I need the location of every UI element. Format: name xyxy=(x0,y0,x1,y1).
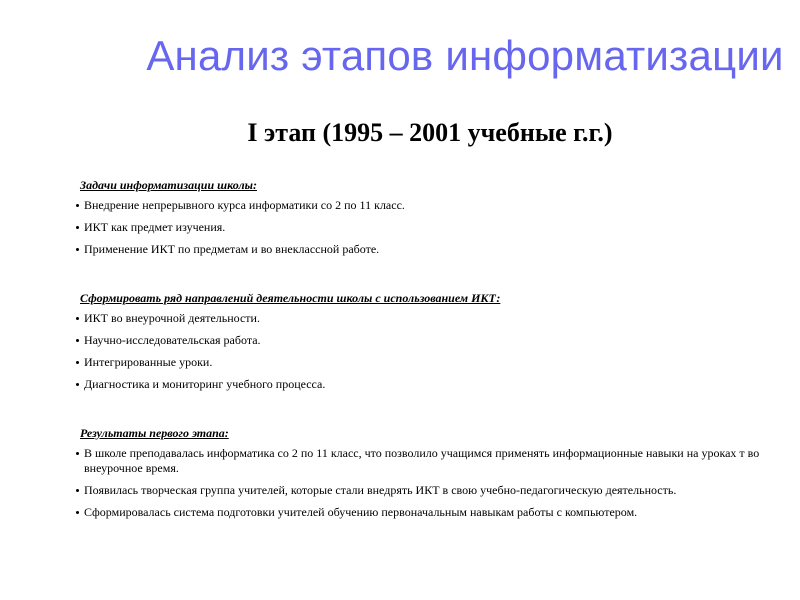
list-item-text: Применение ИКТ по предметам и во внеклассной работе. xyxy=(84,242,380,256)
list-item xyxy=(58,355,778,370)
list-item-text: Научно-исследовательская работа. xyxy=(84,333,261,347)
list-item-text: ИКТ во внеурочной деятельности. xyxy=(84,311,260,325)
slide-title: Анализ этапов информатизации xyxy=(146,32,784,79)
list-item-text: Появилась творческая группа учителей, которые стали внедрять ИКТ в свою учебно-педагогическую деятельность. xyxy=(84,483,677,497)
bullet-list xyxy=(58,311,778,392)
section-directions xyxy=(58,290,778,399)
section-heading: Результаты первого этапа: xyxy=(80,426,229,440)
bullet-list xyxy=(58,446,778,520)
list-item xyxy=(58,220,778,235)
bullet-icon xyxy=(76,383,79,386)
list-item xyxy=(58,311,778,326)
bullet-icon xyxy=(76,339,79,342)
list-item xyxy=(58,483,778,498)
list-item xyxy=(58,505,778,520)
bullet-icon xyxy=(76,248,79,251)
section-tasks xyxy=(58,177,778,264)
section-heading: Сформировать ряд направлений деятельности школы с использованием ИКТ: xyxy=(80,291,501,305)
list-item-text: ИКТ как предмет изучения. xyxy=(84,220,226,234)
list-item xyxy=(58,377,778,392)
list-item-text: Диагностика и мониторинг учебного процесса. xyxy=(84,377,326,391)
slide-subtitle: I этап (1995 – 2001 учебные г.г.) xyxy=(247,118,613,147)
list-item xyxy=(58,242,778,257)
list-item-text: Внедрение непрерывного курса информатики со 2 по 11 класс. xyxy=(84,198,405,212)
list-item-text: Интегрированные уроки. xyxy=(84,355,213,369)
section-heading: Задачи информатизации школы: xyxy=(80,178,257,192)
list-item xyxy=(58,446,778,476)
list-item xyxy=(58,333,778,348)
list-item xyxy=(58,198,778,213)
list-item-text: В школе преподавалась информатика со 2 по 11 класс, что позволило учащимся применять информационные навыки на уроках т во внеурочное время. xyxy=(84,446,760,475)
bullet-icon xyxy=(76,511,79,514)
bullet-icon xyxy=(76,489,79,492)
list-item-text: Сформировалась система подготовки учителей обучению первоначальным навыкам работы с компьютером. xyxy=(84,505,638,519)
bullet-icon xyxy=(76,226,79,229)
bullet-list xyxy=(58,198,778,257)
section-results xyxy=(58,425,778,527)
bullet-icon xyxy=(76,317,79,320)
bullet-icon xyxy=(76,361,79,364)
bullet-icon xyxy=(76,452,79,455)
bullet-icon xyxy=(76,204,79,207)
